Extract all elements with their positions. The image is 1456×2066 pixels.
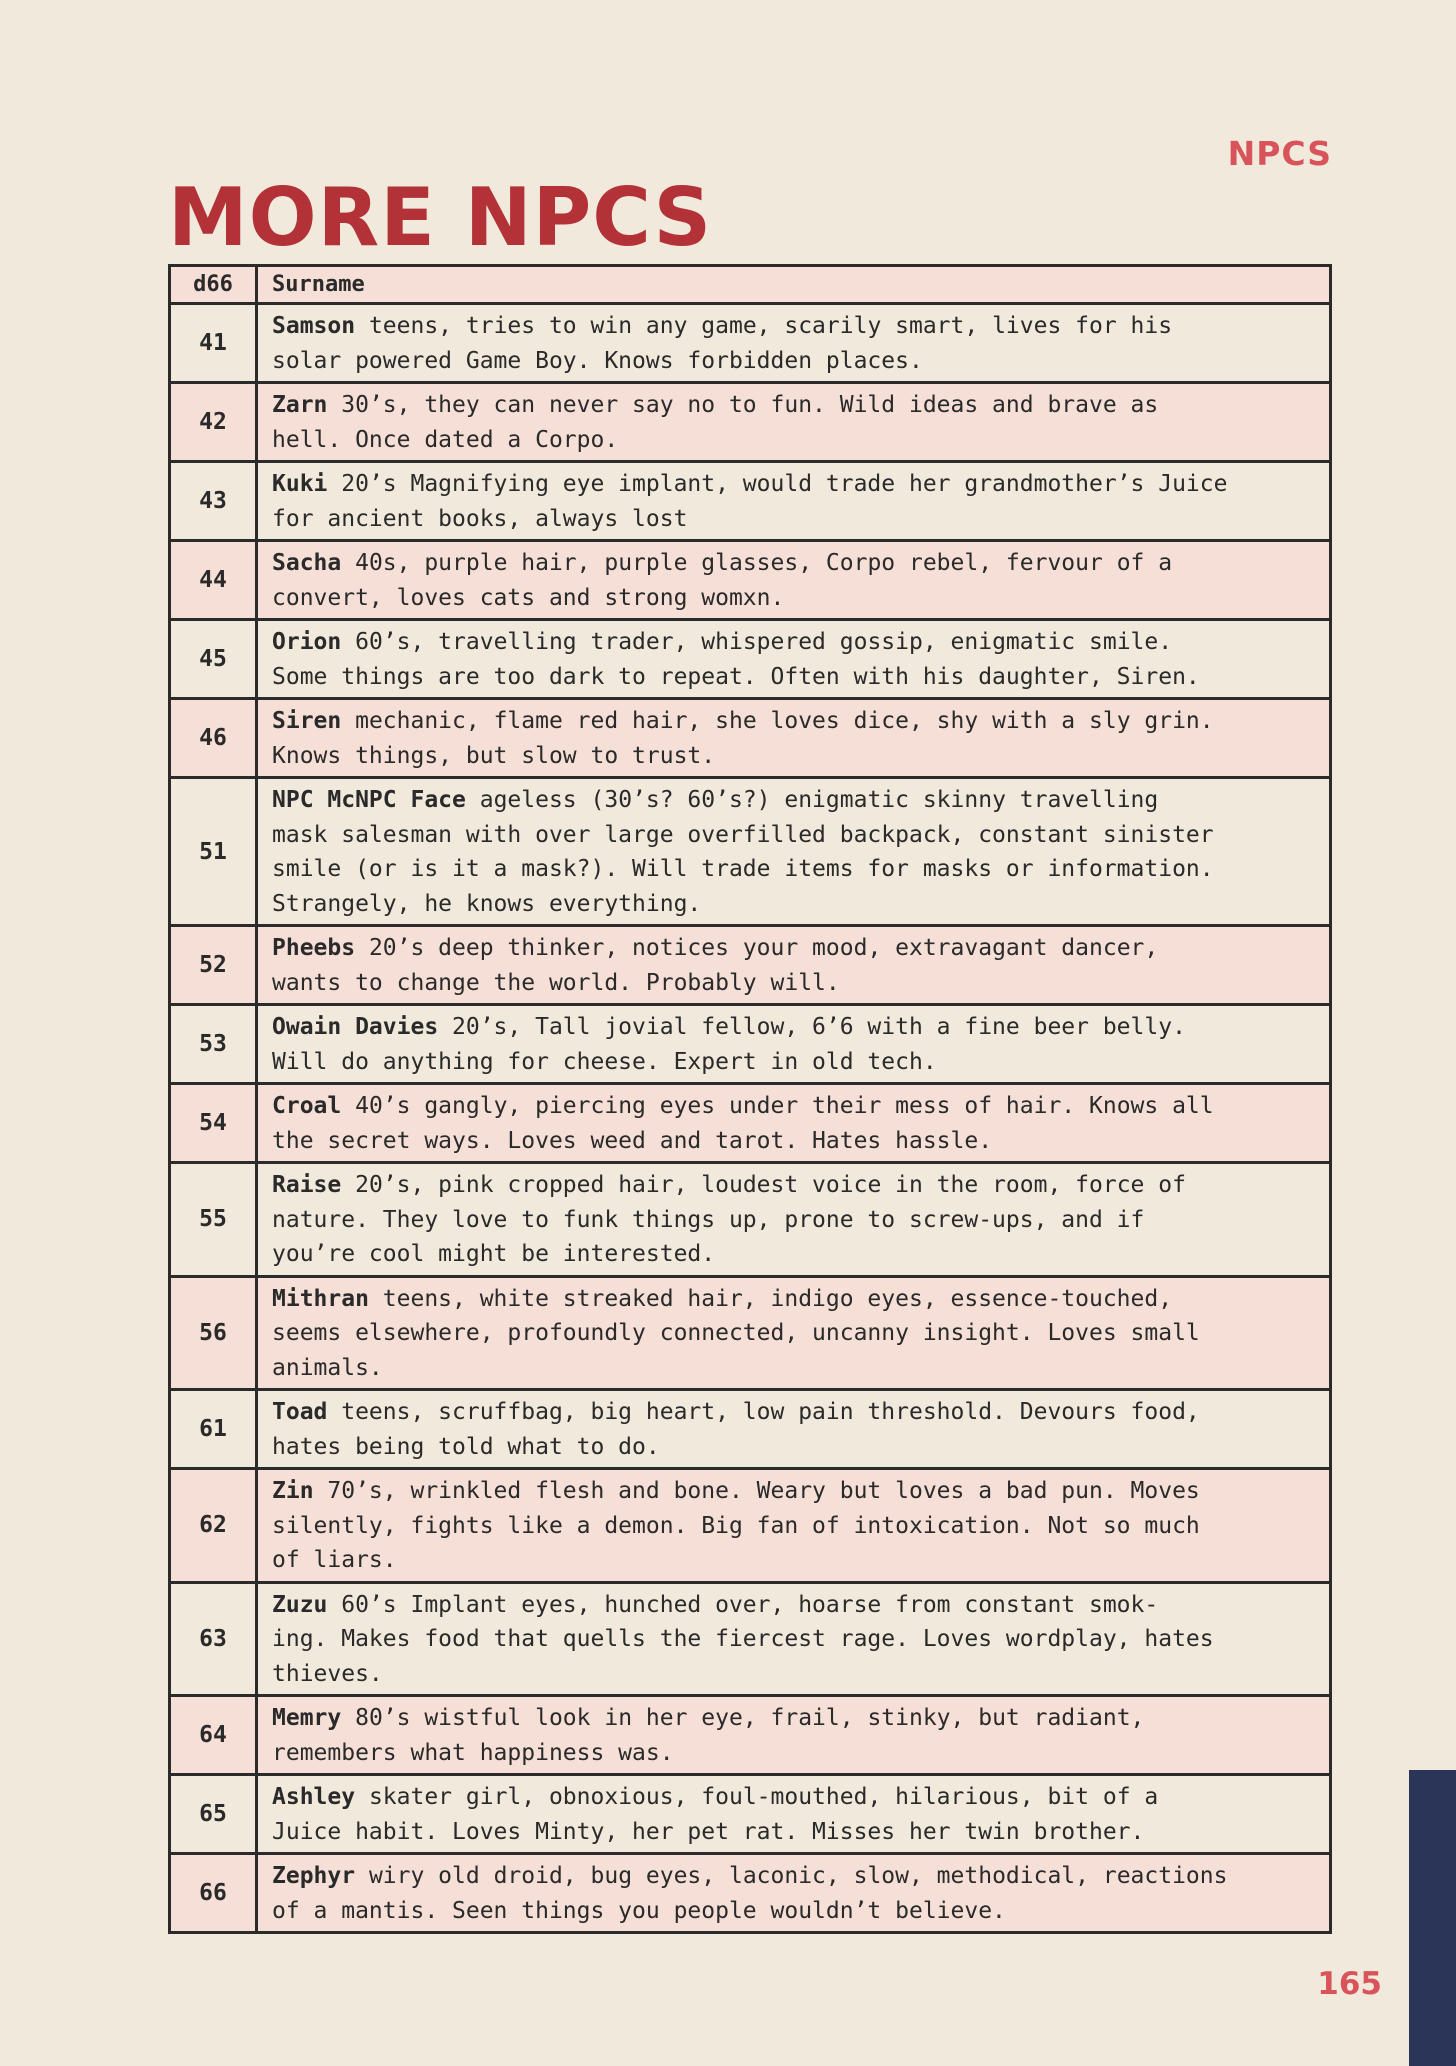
roll-number: 64 <box>170 1696 257 1775</box>
npc-text: teens, white streaked hair, indigo eyes, essence-touched, seems elsewhere, profoundly connected, uncanny insight. Loves small animals. <box>272 1285 1200 1381</box>
npc-text: 20’s Magnifying eye implant, would trade her grandmother’s Juice for ancient books, always lost <box>272 471 1228 532</box>
npc-description <box>257 1084 1331 1163</box>
npc-text: 70’s, wrinkled flesh and bone. Weary but loves a bad pun. Moves silently, fights like a demon. Big fan of intoxication. Not so much of liars. <box>272 1478 1200 1573</box>
npc-text: wiry old droid, bug eyes, laconic, slow, methodical, reactions of a mantis. Seen things you people wouldn’t believe. <box>272 1863 1228 1924</box>
table-row <box>170 1469 1331 1583</box>
npc-text: 30’s, they can never say no to fun. Wild ideas and brave as hell. Once dated a Corpo. <box>272 392 1159 453</box>
npc-text: 20’s deep thinker, notices your mood, extravagant dancer, wants to change the world. Probably will. <box>272 935 1159 996</box>
side-tab <box>1409 1770 1456 2066</box>
npc-description <box>257 304 1331 383</box>
table-row <box>170 1005 1331 1084</box>
roll-number: 44 <box>170 541 257 620</box>
npc-description <box>257 1582 1331 1696</box>
npc-text: teens, scruffbag, big heart, low pain threshold. Devours food, hates being told what to do. <box>272 1399 1200 1460</box>
table-row <box>170 926 1331 1005</box>
table-row <box>170 541 1331 620</box>
table-row <box>170 778 1331 926</box>
npc-name: NPC McNPC Face <box>272 787 466 813</box>
npc-name: Raise <box>272 1172 342 1198</box>
npc-text: 40’s gangly, piercing eyes under their mess of hair. Knows all the secret ways. Loves weed and tarot. Hates hassle. <box>272 1093 1214 1154</box>
npc-text: teens, tries to win any game, scarily smart, lives for his solar powered Game Boy. Knows forbidden places. <box>272 313 1173 374</box>
npc-description <box>257 1696 1331 1775</box>
npc-name: Memry <box>272 1705 342 1731</box>
npc-name: Kuki <box>272 471 328 497</box>
npc-name: Zarn <box>272 392 328 418</box>
npc-text: 40s, purple hair, purple glasses, Corpo rebel, fervour of a convert, loves cats and strong womxn. <box>272 550 1173 611</box>
roll-number: 53 <box>170 1005 257 1084</box>
npc-name: Orion <box>272 629 342 655</box>
npc-description <box>257 699 1331 778</box>
table-row <box>170 699 1331 778</box>
roll-number: 65 <box>170 1775 257 1854</box>
npc-text: skater girl, obnoxious, foul-mouthed, hilarious, bit of a Juice habit. Loves Minty, her pet rat. Misses her twin brother. <box>272 1784 1159 1845</box>
npc-description <box>257 778 1331 926</box>
npc-description <box>257 1390 1331 1469</box>
roll-number: 41 <box>170 304 257 383</box>
npc-description <box>257 1854 1331 1933</box>
npc-table <box>168 264 1332 1934</box>
roll-number: 61 <box>170 1390 257 1469</box>
npc-name: Samson <box>272 313 356 339</box>
npc-description <box>257 462 1331 541</box>
column-header-surname: Surname <box>257 266 1331 304</box>
npc-name: Siren <box>272 708 342 734</box>
table-row <box>170 620 1331 699</box>
roll-number: 55 <box>170 1163 257 1277</box>
roll-number: 62 <box>170 1469 257 1583</box>
npc-description <box>257 383 1331 462</box>
npc-description <box>257 1276 1331 1390</box>
npc-name: Zephyr <box>272 1863 356 1889</box>
npc-description <box>257 1005 1331 1084</box>
table-row <box>170 1775 1331 1854</box>
page-number: 165 <box>1317 1966 1382 2002</box>
npc-text: 60’s Implant eyes, hunched over, hoarse from constant smok- ing. Makes food that quells the fiercest rage. Loves wordplay, hates thieves. <box>272 1591 1214 1687</box>
npc-name: Toad <box>272 1399 328 1425</box>
page-title: MORE NPCS <box>168 171 713 264</box>
npc-name: Zin <box>272 1478 314 1504</box>
column-header-roll: d66 <box>170 266 257 304</box>
npc-name: Ashley <box>272 1784 356 1810</box>
roll-number: 45 <box>170 620 257 699</box>
roll-number: 56 <box>170 1276 257 1390</box>
table-row <box>170 462 1331 541</box>
npc-name: Owain Davies <box>272 1014 439 1040</box>
npc-name: Pheebs <box>272 935 356 961</box>
npc-name: Croal <box>272 1093 342 1119</box>
table-row <box>170 1163 1331 1277</box>
npc-description <box>257 1469 1331 1583</box>
roll-number: 51 <box>170 778 257 926</box>
npc-name: Sacha <box>272 550 342 576</box>
table-row <box>170 1582 1331 1696</box>
table-row <box>170 1390 1331 1469</box>
table-row <box>170 1854 1331 1933</box>
npc-text: 80’s wistful look in her eye, frail, stinky, but radiant, remembers what happiness was. <box>272 1705 1145 1766</box>
roll-number: 46 <box>170 699 257 778</box>
table-row <box>170 1276 1331 1390</box>
npc-description <box>257 620 1331 699</box>
table-row <box>170 1084 1331 1163</box>
table-header-row <box>170 266 1331 304</box>
npc-description <box>257 1775 1331 1854</box>
npc-text: 20’s, pink cropped hair, loudest voice in the room, force of nature. They love to funk things up, prone to screw-ups, and if you’re cool might be interested. <box>272 1172 1186 1267</box>
npc-description <box>257 926 1331 1005</box>
npc-text: ageless (30’s? 60’s?) enigmatic skinny travelling mask salesman with over large overfilled backpack, constant sinister smile (or is it a mask?). Will trade items for masks or information. Strangely, he knows everything. <box>272 787 1214 917</box>
npc-name: Zuzu <box>272 1591 328 1618</box>
npc-description <box>257 1163 1331 1277</box>
npc-text: mechanic, flame red hair, she loves dice, shy with a sly grin. Knows things, but slow to trust. <box>272 708 1214 769</box>
npc-description <box>257 541 1331 620</box>
npc-text: 60’s, travelling trader, whispered gossip, enigmatic smile. Some things are too dark to repeat. Often with his daughter, Siren. <box>272 629 1200 690</box>
section-label: NPCS <box>1227 134 1332 173</box>
roll-number: 52 <box>170 926 257 1005</box>
npc-name: Mithran <box>272 1285 369 1312</box>
roll-number: 54 <box>170 1084 257 1163</box>
table-row <box>170 383 1331 462</box>
npc-text: 20’s, Tall jovial fellow, 6’6 with a fine beer belly. Will do anything for cheese. Expert in old tech. <box>272 1014 1186 1075</box>
roll-number: 43 <box>170 462 257 541</box>
table-row <box>170 304 1331 383</box>
roll-number: 42 <box>170 383 257 462</box>
roll-number: 66 <box>170 1854 257 1933</box>
roll-number: 63 <box>170 1582 257 1696</box>
table-row <box>170 1696 1331 1775</box>
